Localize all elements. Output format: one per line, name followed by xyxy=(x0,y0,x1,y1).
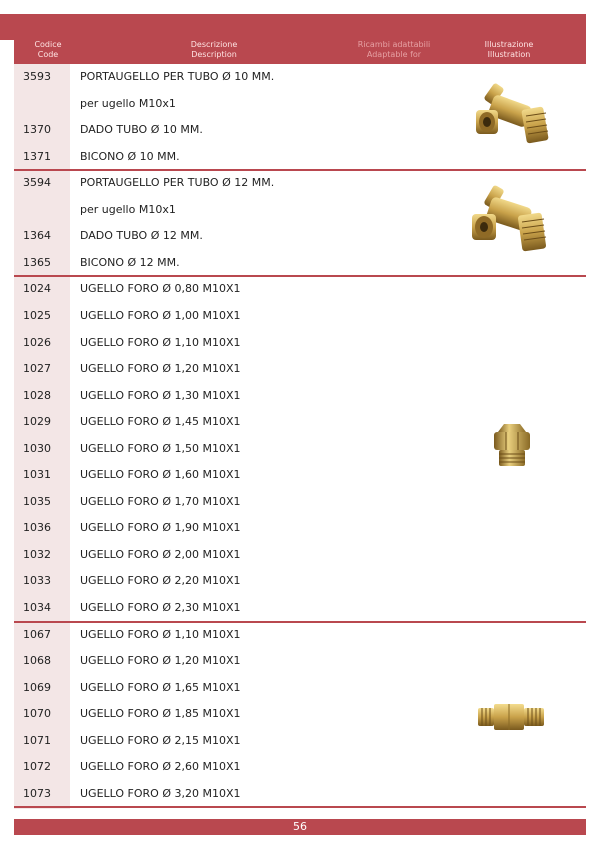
table-row xyxy=(14,383,586,409)
group-separator xyxy=(14,806,586,808)
product-description: UGELLO FORO Ø 1,85 M10X1 xyxy=(80,707,241,721)
product-description: UGELLO FORO Ø 0,80 M10X1 xyxy=(80,282,241,296)
table-row xyxy=(14,356,586,382)
product-description: BICONO Ø 10 MM. xyxy=(80,149,180,163)
product-code: 1034 xyxy=(23,601,51,614)
header-spares: Ricambi adattabili Adaptable for xyxy=(357,40,431,59)
product-code: 1071 xyxy=(23,733,51,747)
product-description: DADO TUBO Ø 12 MM. xyxy=(80,229,203,243)
product-code: 1070 xyxy=(23,707,51,721)
product-description: UGELLO FORO Ø 2,60 M10X1 xyxy=(80,760,241,774)
product-code: 3593 xyxy=(23,70,51,83)
product-description: BICONO Ø 12 MM. xyxy=(80,255,180,269)
header-description: Descrizione Description xyxy=(190,40,238,59)
page-number: 56 xyxy=(14,819,586,835)
header-illustration: Illustrazione Illustration xyxy=(484,40,534,59)
product-description: UGELLO FORO Ø 3,20 M10X1 xyxy=(80,786,241,800)
product-code: 1035 xyxy=(23,494,51,508)
product-code: 1029 xyxy=(23,415,51,429)
table-row xyxy=(14,303,586,329)
product-code: 1036 xyxy=(23,521,51,535)
product-code: 1371 xyxy=(23,149,51,163)
product-code: 1031 xyxy=(23,468,51,482)
header-notch xyxy=(0,14,14,40)
product-code: 1072 xyxy=(23,760,51,774)
product-code: 1032 xyxy=(23,547,51,561)
product-code: 3594 xyxy=(23,176,51,190)
product-description: UGELLO FORO Ø 1,45 M10X1 xyxy=(80,415,241,429)
brass-nozzle-icon xyxy=(490,422,534,470)
table-row xyxy=(14,595,586,621)
product-description: UGELLO FORO Ø 1,50 M10X1 xyxy=(80,441,241,455)
product-description: UGELLO FORO Ø 1,00 M10X1 xyxy=(80,308,241,322)
header-code: Codice Code xyxy=(34,40,62,59)
product-code: 1030 xyxy=(23,441,51,455)
table-row xyxy=(14,754,586,780)
product-code: 1073 xyxy=(23,786,51,800)
product-code: 1370 xyxy=(23,123,51,137)
product-description: UGELLO FORO Ø 1,70 M10X1 xyxy=(80,494,241,508)
product-description: UGELLO FORO Ø 2,00 M10X1 xyxy=(80,547,241,561)
product-description: UGELLO FORO Ø 1,60 M10X1 xyxy=(80,468,241,482)
brass-tee-fitting-icon xyxy=(468,80,554,150)
brass-connector-icon xyxy=(474,700,548,734)
product-description: per ugello M10x1 xyxy=(80,202,176,216)
product-code: 1364 xyxy=(23,229,51,243)
product-description: UGELLO FORO Ø 1,20 M10X1 xyxy=(80,654,241,668)
product-code: 1067 xyxy=(23,627,51,641)
product-code: 1028 xyxy=(23,388,51,402)
product-description: per ugello M10x1 xyxy=(80,96,176,110)
table-row xyxy=(14,648,586,674)
table-row xyxy=(14,781,586,807)
table-header xyxy=(14,14,586,64)
product-code: 1027 xyxy=(23,362,51,376)
product-code: 1068 xyxy=(23,654,51,668)
product-description: UGELLO FORO Ø 1,10 M10X1 xyxy=(80,335,241,349)
table-row xyxy=(14,489,586,515)
table-row xyxy=(14,515,586,541)
product-description: UGELLO FORO Ø 2,15 M10X1 xyxy=(80,733,241,747)
product-description: UGELLO FORO Ø 2,30 M10X1 xyxy=(80,601,241,614)
product-description: UGELLO FORO Ø 1,10 M10X1 xyxy=(80,627,241,641)
product-code: 1024 xyxy=(23,282,51,296)
product-description: UGELLO FORO Ø 1,20 M10X1 xyxy=(80,362,241,376)
product-code: 1069 xyxy=(23,680,51,694)
table-row xyxy=(14,542,586,568)
product-description: DADO TUBO Ø 10 MM. xyxy=(80,123,203,137)
table-row xyxy=(14,568,586,594)
product-description: UGELLO FORO Ø 1,30 M10X1 xyxy=(80,388,241,402)
table-row xyxy=(14,622,586,648)
product-code: 1033 xyxy=(23,574,51,588)
table-row xyxy=(14,675,586,701)
product-code: 1025 xyxy=(23,308,51,322)
product-description: PORTAUGELLO PER TUBO Ø 10 MM. xyxy=(80,70,275,83)
product-description: UGELLO FORO Ø 1,65 M10X1 xyxy=(80,680,241,694)
table-row xyxy=(14,330,586,356)
table-row xyxy=(14,276,586,302)
product-description: PORTAUGELLO PER TUBO Ø 12 MM. xyxy=(80,176,275,190)
product-code: 1365 xyxy=(23,255,51,269)
product-description: UGELLO FORO Ø 2,20 M10X1 xyxy=(80,574,241,588)
product-code: 1026 xyxy=(23,335,51,349)
brass-tee-fitting-icon xyxy=(466,184,552,256)
product-description: UGELLO FORO Ø 1,90 M10X1 xyxy=(80,521,241,535)
